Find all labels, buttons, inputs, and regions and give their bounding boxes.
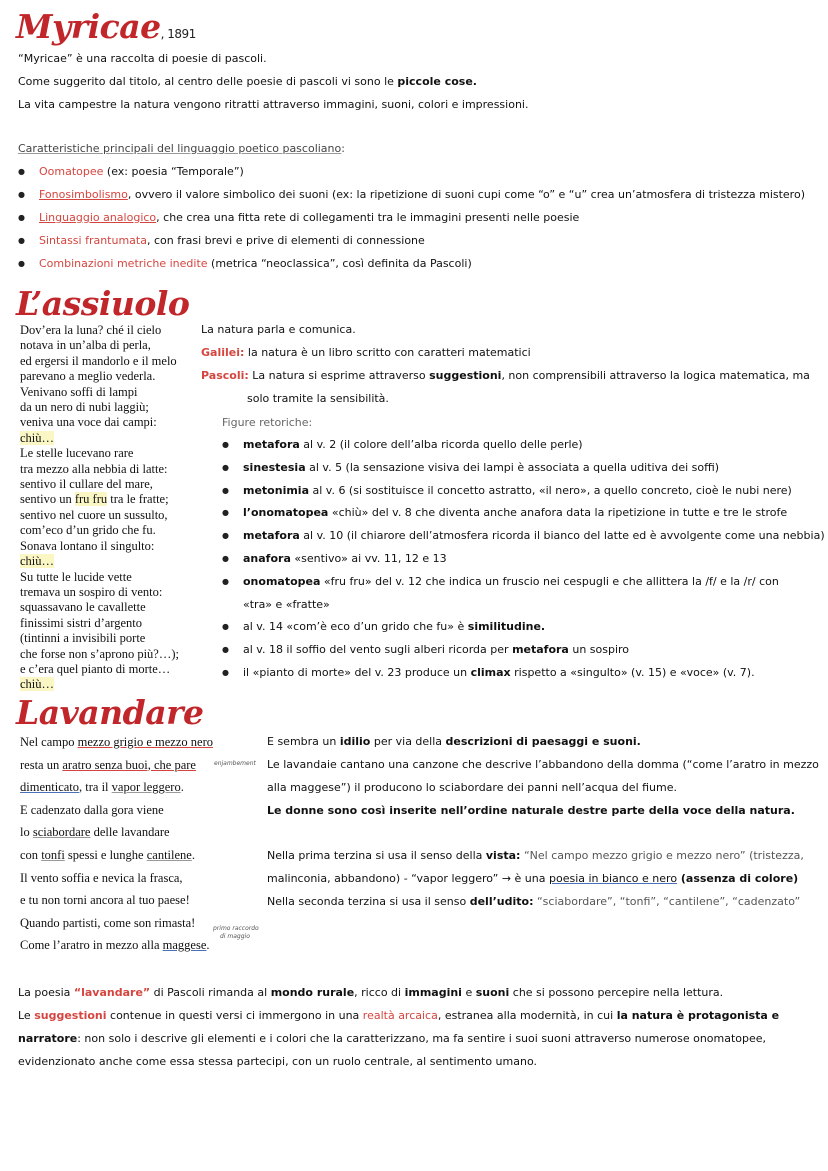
lav-note-4: Le donne sono così inserite nell’ordine naturale destre parte della voce della natura. — [267, 804, 795, 817]
poem-line: notava in un’alba di perla, — [20, 338, 151, 353]
text-quote: “sciabordare”, “tonfi”, “cantilene”, “cadenzato” — [533, 895, 801, 908]
lavandare-poem — [20, 731, 213, 957]
poem-line: chiù… — [20, 677, 55, 692]
poem-line: Dov’era la luna? ché il cielo — [20, 323, 162, 337]
note-nature: La natura parla e comunica. — [201, 323, 356, 336]
figure-text: «fru fru» del v. 12 che indica un fruscio nei cespugli e che allittera la /f/ e la /r/ con — [320, 574, 779, 588]
poem-line: Nel campo mezzo grigio e mezzo nero — [20, 735, 213, 749]
poem-line: parevano a meglio vederla. — [20, 369, 156, 384]
feature-text: (metrica “neoclassica”, così definita da Pascoli) — [207, 257, 472, 270]
list-item — [222, 525, 825, 548]
text-bold: descrizioni di paesaggi e suoni. — [445, 735, 641, 748]
figure-text: «tra» e «fratte» — [243, 597, 330, 611]
myricae-p3: La vita campestre la natura vengono ritratti attraverso immagini, suoni, colori e impressioni. — [18, 98, 529, 111]
myricae-title-text: Myricae — [16, 7, 161, 46]
lavandare-notes — [267, 730, 819, 822]
feature-text: (ex: poesia “Temporale”) — [103, 165, 244, 178]
galilei-label: Galilei: — [201, 346, 245, 359]
text: contenue in questi versi ci immergono in una — [106, 1009, 363, 1022]
di-maggio-note: di maggio — [220, 933, 250, 940]
text-bold: mondo rurale — [270, 986, 355, 999]
poem-line: veniva una voce dai campi: — [20, 415, 157, 430]
figure-term: similitudine. — [467, 620, 546, 634]
figure-text: il «pianto di morte» del v. 23 produce un — [243, 665, 471, 679]
feature-text: , ovvero il valore simbolico dei suoni (ex: la ripetizione di suoni cupi come “o” e “u” crea un’atmosfera di tristezza mistero) — [127, 188, 805, 201]
figure-text: al v. 6 (si sostituisce il concetto astratto, «il nero», a quello concreto, cioè le nubi nere) — [309, 483, 792, 497]
text: che si possono percepire nella lettura. — [509, 986, 724, 999]
text-bold: idilio — [339, 735, 371, 748]
poem-line: chiù… — [20, 554, 55, 569]
list-item — [18, 252, 805, 275]
poem-line: com’eco d’un grido che fu. — [20, 523, 156, 538]
poem-line: tremava un sospiro di vento: — [20, 584, 163, 599]
poem-line: sentivo un fru fru tra le fratte; — [20, 492, 169, 507]
poem-line: da un nero di nubi laggiù; — [20, 400, 149, 415]
feature-term: Sintassi frantumata — [39, 234, 147, 247]
assiuolo-title: L’assiuolo — [16, 284, 190, 323]
conclusion-line-2 — [18, 1004, 779, 1027]
figure-text: al v. 5 (la sensazione visiva dei lampi è associata a quella uditiva dei soffi) — [305, 460, 720, 474]
text-bold: (assenza di colore) — [677, 872, 799, 885]
poem-line: resta un aratro senza buoi, che pare — [20, 757, 196, 772]
text-bold: la natura è protagonista e — [616, 1009, 780, 1022]
list-item — [222, 502, 825, 525]
feature-term: Oomatopee — [39, 165, 104, 178]
features-heading — [18, 137, 345, 160]
lav-note-6 — [267, 867, 804, 890]
features-list — [18, 160, 805, 275]
figure-term: climax — [470, 665, 511, 679]
text: Nella prima terzina si usa il senso della — [267, 849, 486, 862]
figure-term: onomatopea — [243, 574, 321, 588]
figure-term: metonimia — [243, 483, 309, 497]
poem-line: chiù… — [20, 430, 55, 445]
text-red: “lavandare” — [73, 986, 151, 999]
conclusion-line-4: evidenzionato anche come essa stessa partecipi, con un ruolo centrale, al sentimento umano. — [18, 1055, 537, 1068]
text: E sembra un — [267, 735, 340, 748]
text: La poesia — [18, 986, 74, 999]
text: per via della — [370, 735, 446, 748]
poem-line: finissimi sistri d’argento — [20, 615, 142, 630]
figure-term: anafora — [243, 551, 291, 565]
feature-term: Fonosimbolismo — [39, 188, 128, 201]
list-item-continued — [222, 594, 825, 617]
list-item — [222, 639, 825, 662]
myricae-title — [16, 7, 196, 46]
conclusion — [18, 981, 779, 1073]
list-item — [18, 229, 805, 252]
list-item — [222, 548, 825, 571]
poem-line: Quando partisti, come son rimasta! — [20, 915, 196, 930]
myricae-year: , 1891 — [160, 27, 196, 41]
feature-text: , che crea una fitta rete di collegamenti tra le immagini presenti nelle poesie — [156, 211, 580, 224]
figure-term: metafora — [243, 529, 300, 543]
list-item — [18, 183, 805, 206]
lavandare-senses — [267, 844, 804, 913]
list-item — [222, 616, 825, 639]
lav-note-7 — [267, 890, 804, 913]
conclusion-line-3 — [18, 1027, 779, 1050]
features-heading-colon: : — [341, 142, 345, 155]
galilei-text: la natura è un libro scritto con caratteri matematici — [244, 346, 531, 359]
text-quote: “Nel campo mezzo grigio e mezzo nero” (tristezza, — [520, 849, 804, 862]
poem-line: sentivo il cullare del mare, — [20, 477, 153, 492]
myricae-intro — [18, 47, 528, 116]
figure-text: «chiù» del v. 8 che diventa anche anafora data la ripetizione in tutte e tre le strofe — [328, 506, 788, 520]
list-item — [222, 480, 825, 503]
text-red: suggestioni — [34, 1009, 107, 1022]
figure-text-tail: un sospiro — [568, 643, 630, 657]
note-galilei — [201, 341, 810, 364]
pascoli-text-3: solo tramite la sensibilità. — [247, 392, 389, 405]
poem-line: ed ergersi il mandorlo e il melo — [20, 353, 177, 368]
poem-line: Come l’aratro in mezzo alla maggese. — [20, 938, 210, 953]
poem-line: Venivano soffi di lampi — [20, 384, 138, 399]
text-bold: narratore — [18, 1032, 78, 1045]
figure-text: al v. 2 (il colore dell’alba ricorda quello delle perle) — [299, 438, 583, 451]
myricae-p2-text: Come suggerito dal titolo, al centro delle poesie di pascoli vi sono le — [18, 75, 398, 88]
list-item — [18, 160, 805, 183]
pascoli-text: La natura si esprime attraverso — [248, 369, 430, 382]
lavandare-title: Lavandare — [16, 693, 204, 732]
list-item — [222, 571, 825, 594]
poem-line: con tonfi spessi e lunghe cantilene. — [20, 847, 195, 862]
figure-text: al v. 14 «com’è eco d’un grido che fu» è — [243, 620, 468, 634]
poem-line: dimenticato, tra il vapor leggero. — [20, 780, 184, 795]
text-bold: suoni — [475, 986, 510, 999]
features-heading-text: Caratteristiche principali del linguaggio poetico pascoliano — [18, 142, 342, 155]
poem-line: E cadenzato dalla gora viene — [20, 802, 164, 817]
figures-list — [222, 434, 825, 685]
pascoli-text-2: , non comprensibili attraverso la logica matematica, ma — [501, 369, 810, 382]
figure-term: metafora — [512, 643, 569, 657]
text: Le — [18, 1009, 35, 1022]
text: , estranea alla modernità, in cui — [437, 1009, 617, 1022]
lav-note-3: alla maggese”) il producono lo sciabordare dei panni nell’acqua del fiume. — [267, 781, 677, 794]
poem-line: squassavano le cavallette — [20, 600, 146, 615]
feature-term: Combinazioni metriche inedite — [39, 257, 208, 270]
text-bold: vista: — [485, 849, 521, 862]
text: , ricco di — [354, 986, 405, 999]
poem-line: (tintinni a invisibili porte — [20, 631, 146, 646]
conclusion-line-1 — [18, 981, 779, 1004]
text: : non solo i descrive gli elementi e i colori che la caratterizzano, ma fa sentire i suoi suoni attraverso numerose onomatopee, — [77, 1032, 767, 1045]
list-item — [222, 457, 825, 480]
feature-text: , con frasi brevi e prive di elementi di connessione — [146, 234, 425, 247]
assiuolo-notes — [201, 318, 810, 410]
pascoli-label: Pascoli: — [201, 369, 249, 382]
poem-line: tra mezzo alla nebbia di latte: — [20, 461, 168, 476]
figure-text: al v. 18 il soffio del vento sugli alberi ricorda per — [243, 643, 513, 657]
enjambement-note: enjambement — [214, 760, 256, 767]
figure-term: sinestesia — [243, 460, 306, 474]
poem-line: e c’era quel pianto di morte… — [20, 661, 171, 676]
text: Nella seconda terzina si usa il senso — [267, 895, 470, 908]
poem-line: sentivo nel cuore un sussulto, — [20, 507, 168, 522]
note-pascoli — [201, 364, 810, 387]
figures-heading: Figure retoriche: — [222, 416, 313, 429]
figure-text: al v. 10 (il chiarore dell’atmosfera ricorda il bianco del latte ed è avvolgente come una nebbia) — [299, 529, 825, 543]
lav-note-2: Le lavandaie cantano una canzone che descrive l’abbandono della domma (“come l’aratro in mezzo — [267, 758, 819, 771]
text-underlined: poesia in bianco e nero — [548, 872, 678, 885]
text: malinconia, abbandono) - “vapor leggero” → è una — [267, 872, 549, 885]
myricae-p2 — [18, 70, 528, 93]
text-bold: dell’udito: — [469, 895, 534, 908]
list-item — [18, 206, 805, 229]
text: e — [461, 986, 476, 999]
figure-text-tail: rispetto a «singulto» (v. 15) e «voce» (v. 7). — [510, 665, 755, 679]
myricae-p1: “Myricae” è una raccolta di poesie di pascoli. — [18, 52, 267, 65]
lav-note-1 — [267, 730, 819, 753]
figure-text: «sentivo» ai vv. 11, 12 e 13 — [290, 551, 447, 565]
figure-term: l’onomatopea — [243, 506, 329, 520]
poem-line: Le stelle lucevano rare — [20, 446, 134, 461]
poem-line: Su tutte le lucide vette — [20, 569, 132, 584]
myricae-p2-bold: piccole cose. — [397, 75, 477, 88]
list-item — [222, 662, 825, 685]
feature-term: Linguaggio analogico — [39, 211, 157, 224]
pascoli-bold: suggestioni — [429, 369, 502, 382]
poem-line: e tu non torni ancora al tuo paese! — [20, 893, 190, 908]
poem-line: Sonava lontano il singulto: — [20, 538, 155, 553]
text: di Pascoli rimanda al — [150, 986, 271, 999]
list-item — [222, 434, 825, 457]
poem-line: che forse non s’aprono più?…); — [20, 646, 179, 661]
assiuolo-poem — [20, 323, 179, 693]
poem-line: lo sciabordare delle lavandare — [20, 825, 170, 840]
figure-term: metafora — [243, 438, 300, 451]
lav-note-5 — [267, 844, 804, 867]
primo-raccordo-note: primo raccordo — [213, 925, 259, 932]
text-red: realtà arcaica — [362, 1009, 438, 1022]
poem-line: Il vento soffia e nevica la frasca, — [20, 870, 183, 885]
text-bold: immagini — [404, 986, 462, 999]
